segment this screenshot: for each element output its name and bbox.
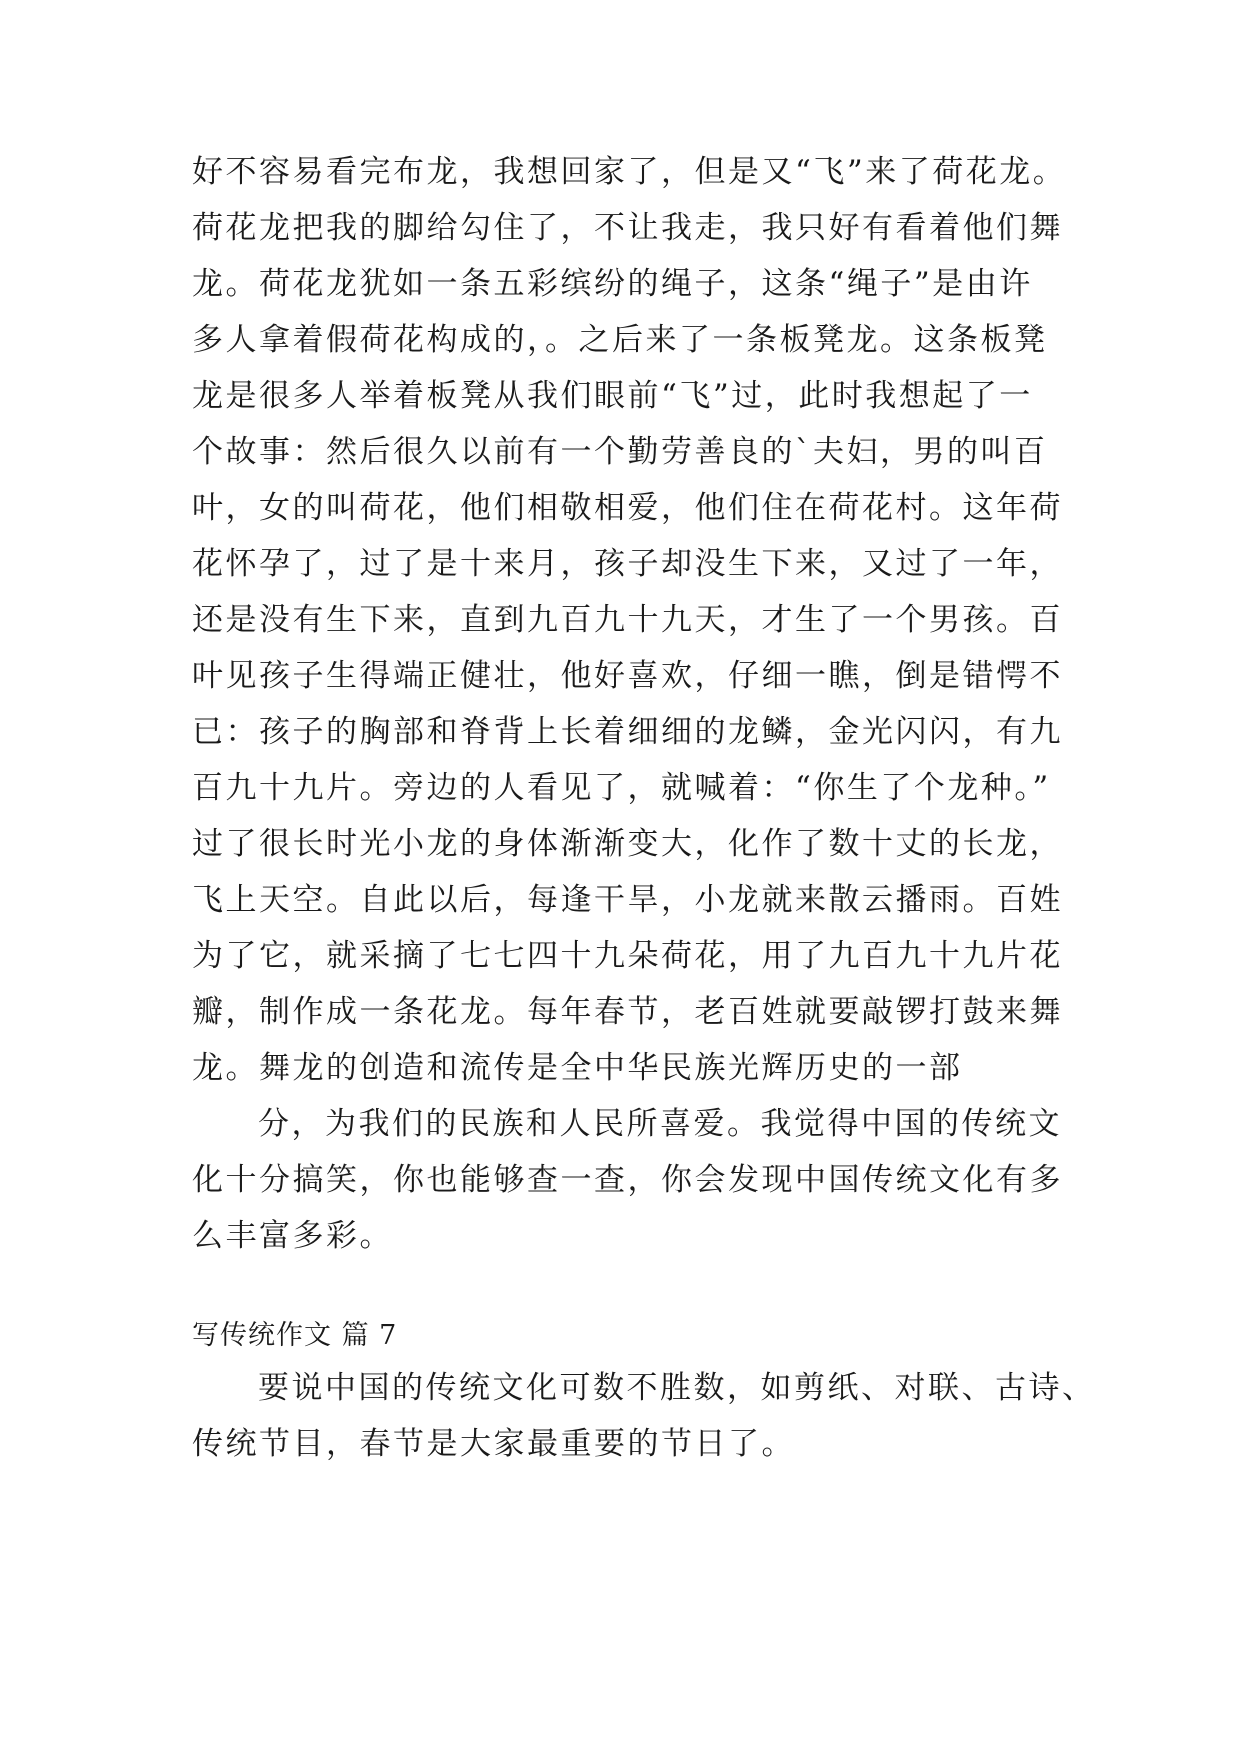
text-line: 叶，女的叫荷花，他们相敬相爱，他们住在荷花村。这年荷	[192, 490, 1063, 526]
text-line: 龙。荷花龙犹如一条五彩缤纷的绳子，这条“绳子”是由许	[192, 266, 1033, 302]
text-line: 为了它，就采摘了七七四十九朵荷花，用了九百九十九片花	[192, 938, 1063, 974]
text-line: 百九十九片。旁边的人看见了，就喊着：“你生了个龙种。”	[192, 770, 1051, 806]
text-line: 么丰富多彩。	[192, 1218, 393, 1254]
text-line: 化十分搞笑，你也能够查一查，你会发现中国传统文化有多	[192, 1162, 1063, 1198]
text-line: 要说中国的传统文化可数不胜数，如剪纸、对联、古诗、	[258, 1370, 1096, 1406]
text-line: 龙。舞龙的创造和流传是全中华民族光辉历史的一部	[192, 1050, 963, 1086]
text-line: 个故事：然后很久以前有一个勤劳善良的`夫妇，男的叫百	[192, 434, 1048, 470]
text-line: 已：孩子的胸部和脊背上长着细细的龙鳞，金光闪闪，有九	[192, 714, 1063, 750]
text-line: 荷花龙把我的脚给勾住了，不让我走，我只好有看着他们舞	[192, 210, 1063, 246]
section-heading: 写传统作文 篇 7	[192, 1320, 398, 1351]
text-line: 传统节目，春节是大家最重要的节日了。	[192, 1426, 795, 1462]
text-line: 瓣，制作成一条花龙。每年春节，老百姓就要敲锣打鼓来舞	[192, 994, 1063, 1030]
text-line: 分，为我们的民族和人民所喜爱。我觉得中国的传统文	[258, 1106, 1062, 1142]
text-line: 还是没有生下来，直到九百九十九天，才生了一个男孩。百	[192, 602, 1063, 638]
text-line: 叶见孩子生得端正健壮，他好喜欢，仔细一瞧，倒是错愕不	[192, 658, 1063, 694]
text-line: 多人拿着假荷花构成的，。之后来了一条板凳龙。这条板凳	[192, 322, 1048, 358]
text-line: 龙是很多人举着板凳从我们眼前“飞”过，此时我想起了一	[192, 378, 1033, 414]
text-line: 飞上天空。自此以后，每逢干旱，小龙就来散云播雨。百姓	[192, 882, 1063, 918]
text-line: 花怀孕了，过了是十来月，孩子却没生下来，又过了一年，	[192, 546, 1063, 582]
text-line: 过了很长时光小龙的身体渐渐变大，化作了数十丈的长龙，	[192, 826, 1063, 862]
text-line: 好不容易看完布龙，我想回家了，但是又“飞”来了荷花龙。	[192, 154, 1067, 190]
